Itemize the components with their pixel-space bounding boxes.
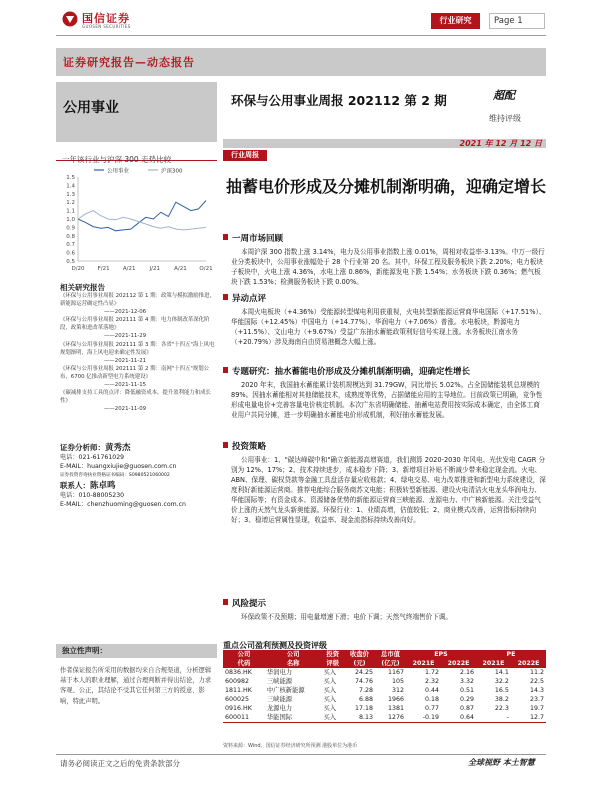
table-header-cell: 名称 — [265, 659, 322, 668]
related-report-item[interactable] — [60, 365, 218, 389]
table-header-cell: 代码 — [223, 659, 265, 668]
table-cell: 买入 — [323, 705, 337, 712]
table-cell: 0.18 — [424, 696, 439, 703]
brand-logo — [62, 8, 162, 36]
table-cell: 17.18 — [354, 705, 373, 712]
table-cell: - — [476, 713, 511, 723]
analyst-role: 联系人： — [60, 481, 90, 490]
section-risk-warning — [223, 597, 546, 622]
table-cell: 105 — [391, 678, 404, 685]
table-cell: 买入 — [323, 669, 337, 676]
analyst-email[interactable]: E-MAIL：huangxiujie@guosen.com.cn — [60, 463, 177, 470]
series-line — [78, 201, 206, 231]
table-cell: 3.32 — [459, 678, 474, 685]
section-title: 投资策略 — [223, 440, 546, 452]
table-cell: 6.88 — [358, 696, 373, 703]
sector-name: 公用事业 — [63, 100, 119, 116]
analyst-name-line — [60, 481, 218, 491]
x-tick-label: J/21 — [149, 266, 161, 272]
table-header-cell: 公司 — [223, 650, 265, 659]
report-banner-text: 证券研究报告—动态报告 — [63, 56, 195, 69]
analyst-info — [60, 443, 218, 510]
analyst-name: 陈卓鸣 — [90, 481, 116, 491]
legend-label: 沪深300 — [161, 168, 183, 175]
performance-chart-title: 一年该行业与沪深 300 走势比较 — [62, 155, 172, 164]
x-tick-label: O/21 — [199, 266, 213, 272]
y-tick-label: 1.0 — [66, 217, 75, 223]
table-cell: 0.51 — [459, 687, 474, 694]
rating-sub: 维持评级 — [489, 114, 521, 123]
report-title: 环保与公用事业周报 202112 第 2 期 — [231, 93, 447, 108]
table-cell: 7.28 — [358, 687, 373, 694]
y-tick-label: 0.7 — [66, 242, 75, 249]
related-report-date: ——2021-11-09 — [104, 406, 147, 413]
table-cell: 600025 — [225, 696, 250, 703]
table-cell: 华能国际 — [265, 713, 322, 723]
x-tick-label: A/21 — [174, 266, 187, 272]
analyst-phone: 电话：010-88005230 — [60, 492, 125, 499]
table-cell: 0.77 — [424, 705, 439, 712]
table-cell: 0.44 — [424, 687, 439, 694]
section-investment-strategy — [223, 440, 546, 525]
legend-label: 公用事业 — [107, 168, 130, 175]
table-row — [223, 677, 546, 686]
table-row — [223, 695, 546, 704]
table-cell: 600011 — [223, 713, 265, 723]
table-cell: 11.2 — [529, 669, 544, 676]
forecast-table-title: 重点公司盈利预测及投资评级 — [223, 641, 327, 650]
table-header-cell: 2022E — [441, 659, 476, 668]
independence-statement-title: 独立性声明： — [56, 644, 217, 658]
performance-chart-header — [56, 147, 217, 164]
header-divider — [56, 35, 546, 36]
report-date: 2021 年 12 月 12 日 — [459, 139, 542, 148]
report-type-badge: 行业研究 — [431, 13, 480, 29]
table-cell: 买入 — [323, 687, 337, 694]
page-number: Page 1 — [489, 13, 545, 29]
footer-divider — [56, 754, 546, 755]
section-title: 一周市场回顾 — [223, 232, 546, 244]
y-tick-label: 0.5 — [66, 259, 75, 265]
table-cell: 2.32 — [424, 678, 439, 685]
section-body: 2020 年末，我国抽水蓄能累计装机规模达到 31.79GW，同比增长 5.02%。占全国储能装机总规模的 89%。因抽水蓄能相对其他储能技术，成熟度等优势，占据储能应用的主导地位。目前政策已明确，竞争性形成电量电价+完善容量电价核定机制。本次广东省明确储能、抽蓄电站费用按实际成本确定，由全体工商业用户共同分摊，进一步明确抽水蓄能电价形成机制，利好抽水蓄能发展。 — [231, 381, 543, 419]
report-banner — [56, 48, 546, 76]
section-anomaly-review — [223, 292, 546, 347]
performance-chart — [56, 163, 217, 273]
y-tick-label: 1.3 — [66, 191, 75, 198]
related-report-item[interactable] — [60, 292, 218, 316]
related-report-item[interactable] — [60, 316, 218, 340]
table-cell: 1966 — [387, 696, 404, 703]
table-cell: 74.76 — [354, 678, 373, 685]
table-cell: 24.25 — [354, 669, 373, 676]
table-header-cell: 收盘价 — [344, 650, 375, 659]
table-cell: 8.13 — [344, 713, 375, 723]
section-body: 本周沪深 300 指数上涨 3.14%，电力及公用事业指数上涨 0.01%，周相对收益率-3.13%。中万一级行业分类板块中，公用事业涨幅处于 28 个行业第 20 名。其中，环保工程及服务板块下跌 2.20%；电力板块子板块中，火电上涨 4.36%，水电上涨 0.86%，新能源发电下跌 1.54%；水务板块下跌 0.36%；燃气板块下跌 1.53%；检测服务板块下跌 0.00%。 — [231, 248, 545, 286]
table-cell: 1.72 — [424, 669, 439, 676]
table-cell: 买入 — [321, 713, 343, 723]
analyst-role: 证券分析师： — [60, 443, 105, 452]
table-cell: 1811.HK — [225, 687, 252, 694]
table-cell: 312 — [391, 687, 404, 694]
table-cell: 22.5 — [529, 678, 544, 685]
section-body: 公用事业：1、"碳达峰碳中和"确立新能源高增赛道，我们测算 2020-2030 年风电、光伏发电 CAGR 分别为 12%、17%；2、技术持续进步，成本稳步下降；3、新增项目补贴不断减少带来稳定现金流。火电、ABN、保理、碳权贷款等金融工具盘活存量应收账款；4、绿电交易、电力改革推进和新型电力系统建设，深度利好新能源运营商。推荐电能综合服务商苏文电能；积极转型新能源、建设火电清洁火电龙头华润电力、华能国际等；有资金成本、资源储备优势的新能源运营商三峡能源、龙源电力、中广核新能源。关注受益气价上涨的天然气龙头新奥能源。环保行业：1、业绩高增，估值较低；2、商业模式改善，运营指标持续向好；3、稳增运营属性显现，收益率、现金流指标持续改善向好。 — [231, 456, 546, 524]
footer-disclaimer-link[interactable]: 请务必阅读正文之后的免责条款部分 — [60, 759, 180, 768]
x-tick-label: A/21 — [122, 266, 136, 272]
section-body: 本周火电板块（+4.36%）受能源转型煤电利用获重视，火电转型新能源运营商华电国际（+17.51%）、华能国际（+12.45%）中国电力（+14.77%）、华润电力（+7.06%）普涨。水电板块，黔源电力（+11.5%）、文山电力（+9.67%）受益广东抽水蓄能政策利好信号实现上涨。水务板块江南水务（+20.79%）涉及海南自由贸易港概念大幅上涨。 — [231, 308, 546, 346]
table-header-cell: 公司 — [265, 650, 322, 659]
table-header-cell: (元) — [344, 659, 375, 668]
table-cell: 2.16 — [459, 669, 474, 676]
section-title: 异动点评 — [223, 292, 546, 304]
analyst-card — [60, 443, 218, 480]
table-cell: 华润电力 — [266, 669, 293, 676]
industry-weekly-badge: 行业周报 — [223, 150, 267, 161]
table-cell: 23.7 — [529, 696, 544, 703]
related-report-item[interactable] — [60, 389, 218, 413]
y-tick-label: 1.1 — [66, 208, 75, 215]
brand-name-en: GUOSEN SECURITIES — [82, 24, 131, 29]
y-tick-label: 1.2 — [66, 200, 75, 207]
analyst-card — [60, 481, 218, 509]
sector-box — [56, 82, 217, 142]
related-report-date: ——2021-11-15 — [104, 382, 147, 389]
table-cell: 14.3 — [529, 687, 544, 694]
table-cell: 0.29 — [459, 696, 474, 703]
related-report-title: 《环保与公用事业周报 202112 第 1 期：政策与模拟激励推进，新能源运营确定性凸显》 — [60, 293, 215, 308]
table-cell: 38.2 — [494, 696, 509, 703]
table-cell: 19.7 — [529, 705, 544, 712]
footer-slogan: 全球视野 本土智慧 — [468, 758, 535, 767]
related-reports-list — [60, 292, 218, 413]
analyst-email[interactable]: E-MAIL：chenzhuoming@guosen.com.cn — [60, 501, 186, 508]
table-header-cell: 投资 — [321, 650, 343, 659]
table-cell: 0836.HK — [225, 669, 252, 676]
table-row — [223, 704, 546, 713]
related-report-title: 《环保与公用事业周报 202111 第 3 期：各省"十四五"海上风电规划渐明，海上风电迎来确定性发展》 — [60, 341, 215, 356]
table-source-note: 资料来源：Wind、国信证券经济研究所预测 港股单位为港币 — [223, 743, 358, 749]
table-cell: 12.7 — [511, 713, 546, 723]
table-cell: -0.19 — [406, 713, 441, 723]
y-tick-label: 1.4 — [66, 183, 75, 190]
table-row — [223, 686, 546, 695]
table-cell: 1276 — [375, 713, 406, 723]
forecast-table — [223, 650, 546, 723]
table-header-cell: 评级 — [321, 659, 343, 668]
headline: 抽蓄电价形成及分摊机制渐明确，迎确定增长 — [226, 177, 547, 196]
related-report-title: 《环保与公用事业周报 202111 第 2 期：南网"十四五"规划公布，6700 亿推动新型电力系统建设》 — [60, 365, 210, 380]
table-header-cell: EPS — [406, 650, 476, 659]
table-row — [223, 713, 546, 723]
related-report-title: 《碳减排支持工具的点评：降低融资成本，提升盈利能力和成长性》 — [60, 390, 211, 405]
table-cell: 0916.HK — [225, 705, 252, 712]
analyst-phone: 电话：021-61761029 — [60, 454, 125, 461]
y-tick-label: 0.6 — [66, 250, 75, 257]
related-report-date: ——2021-12-06 — [104, 309, 147, 316]
table-header-cell: 2021E — [406, 659, 441, 668]
related-report-title: 《环保与公用事业周报 202111 第 4 期：电力体制改革深化阶段，政策和进改革落地》 — [60, 317, 210, 332]
table-cell: 中广核新能源 — [266, 687, 305, 694]
guosen-logo-icon — [62, 11, 78, 27]
table-header-cell: 总市值 — [375, 650, 406, 659]
table-header-cell: 2021E — [476, 659, 511, 668]
section-title: 风险提示 — [223, 597, 546, 609]
table-row — [223, 668, 546, 677]
table-cell: 22.3 — [494, 705, 509, 712]
table-cell: 龙源电力 — [266, 705, 293, 712]
table-cell: 买入 — [323, 678, 337, 685]
table-cell: 买入 — [323, 696, 337, 703]
section-title: 专题研究：抽水蓄能电价形成及分摊机制渐明确，迎确定性增长 — [223, 365, 546, 377]
independence-statement: 作者保证报告所采用的数据均来自合规渠道，分析逻辑基于本人的职业理解，通过合理判断并得出结论，力求客观、公正，其结论不受其它任何第三方的授意、影响，特此声明。 — [60, 667, 212, 705]
analyst-cert: 证券投资咨询执业资格证书编码：S0980521060002 — [60, 473, 170, 478]
table-cell: 0.64 — [441, 713, 476, 723]
date-bar — [223, 139, 546, 148]
table-cell: 16.5 — [494, 687, 509, 694]
related-report-item[interactable] — [60, 341, 218, 365]
table-cell: 1381 — [387, 705, 404, 712]
y-tick-label: 0.9 — [66, 225, 75, 232]
table-header-cell: PE — [476, 650, 546, 659]
x-tick-label: D/20 — [71, 266, 85, 272]
table-cell: 三峡能源 — [266, 696, 293, 703]
table-header-cell: 2022E — [511, 659, 546, 668]
y-tick-label: 0.8 — [66, 233, 75, 240]
y-tick-label: 1.5 — [66, 175, 75, 181]
x-tick-label: F/21 — [97, 266, 110, 272]
section-body: 环保政策不及预期；用电量增速下滑；电价下调；天然气终端售价下调。 — [241, 613, 452, 621]
table-cell: 14.1 — [494, 669, 509, 676]
table-cell: 32.2 — [494, 678, 509, 685]
table-header-cell: (亿元) — [375, 659, 406, 668]
table-cell: 三峡能源 — [266, 678, 293, 685]
analyst-name: 黄秀杰 — [105, 443, 131, 453]
section-special-research — [223, 365, 546, 420]
table-cell: 1167 — [387, 669, 404, 676]
brand-name: 国信证券 — [82, 12, 130, 25]
rating: 超配 — [493, 89, 515, 102]
related-reports-title: 相关研究报告 — [60, 283, 105, 292]
related-report-date: ——2021-11-21 — [104, 357, 147, 364]
section-market-review — [223, 232, 546, 287]
table-cell: 600982 — [225, 678, 250, 685]
analyst-name-line — [60, 443, 218, 453]
table-cell: 0.87 — [459, 705, 474, 712]
related-report-date: ——2021-11-29 — [104, 333, 147, 340]
